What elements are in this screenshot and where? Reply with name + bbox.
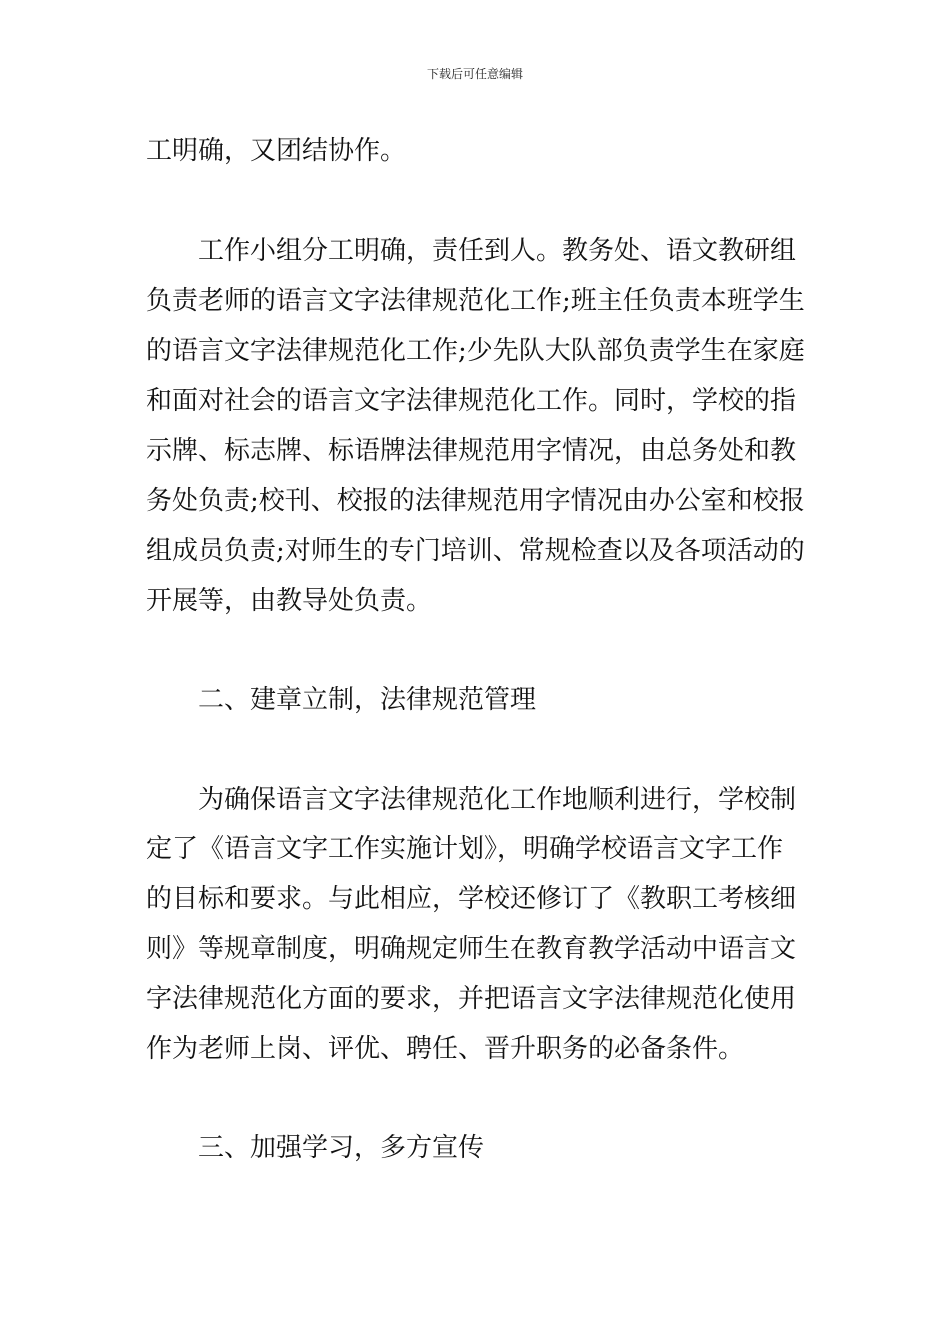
paragraph-line: 则》等规章制度，明确规定师生在教育教学活动中语言文: [146, 934, 797, 964]
paragraph-line: 的语言文字法律规范化工作;少先队大队部负责学生在家庭: [146, 336, 805, 366]
paragraph-line: 组成员负责;对师生的专门培训、常规检查以及各项活动的: [146, 536, 805, 566]
paragraph-line: 示牌、标志牌、标语牌法律规范用字情况，由总务处和教: [146, 436, 797, 466]
paragraph-line: 负责老师的语言文字法律规范化工作;班主任负责本班学生: [146, 286, 805, 316]
paragraph-line: 开展等，由教导处负责。: [146, 586, 433, 616]
paragraph-line: 工明确，又团结协作。: [146, 136, 407, 166]
paragraph-line: 和面对社会的语言文字法律规范化工作。同时，学校的指: [146, 386, 797, 416]
page-header: 下载后可任意编辑: [426, 67, 523, 81]
paragraph-line: 务处负责;校刊、校报的法律规范用字情况由办公室和校报: [146, 486, 805, 516]
paragraph-line: 工作小组分工明确，责任到人。教务处、语文教研组: [198, 236, 797, 266]
paragraph-line: 定了《语言文字工作实施计划》，明确学校语言文字工作: [146, 834, 784, 864]
paragraph-line: 的目标和要求。与此相应，学校还修订了《教职工考核细: [146, 884, 797, 914]
paragraph-line: 作为老师上岗、评优、聘任、晋升职务的必备条件。: [146, 1034, 745, 1064]
paragraph-line: 字法律规范化方面的要求，并把语言文字法律规范化使用: [146, 984, 797, 1014]
section-heading: 二、建章立制，法律规范管理: [198, 685, 537, 715]
section-heading: 三、加强学习，多方宣传: [198, 1133, 485, 1163]
paragraph-line: 为确保语言文字法律规范化工作地顺利进行，学校制: [198, 785, 797, 815]
